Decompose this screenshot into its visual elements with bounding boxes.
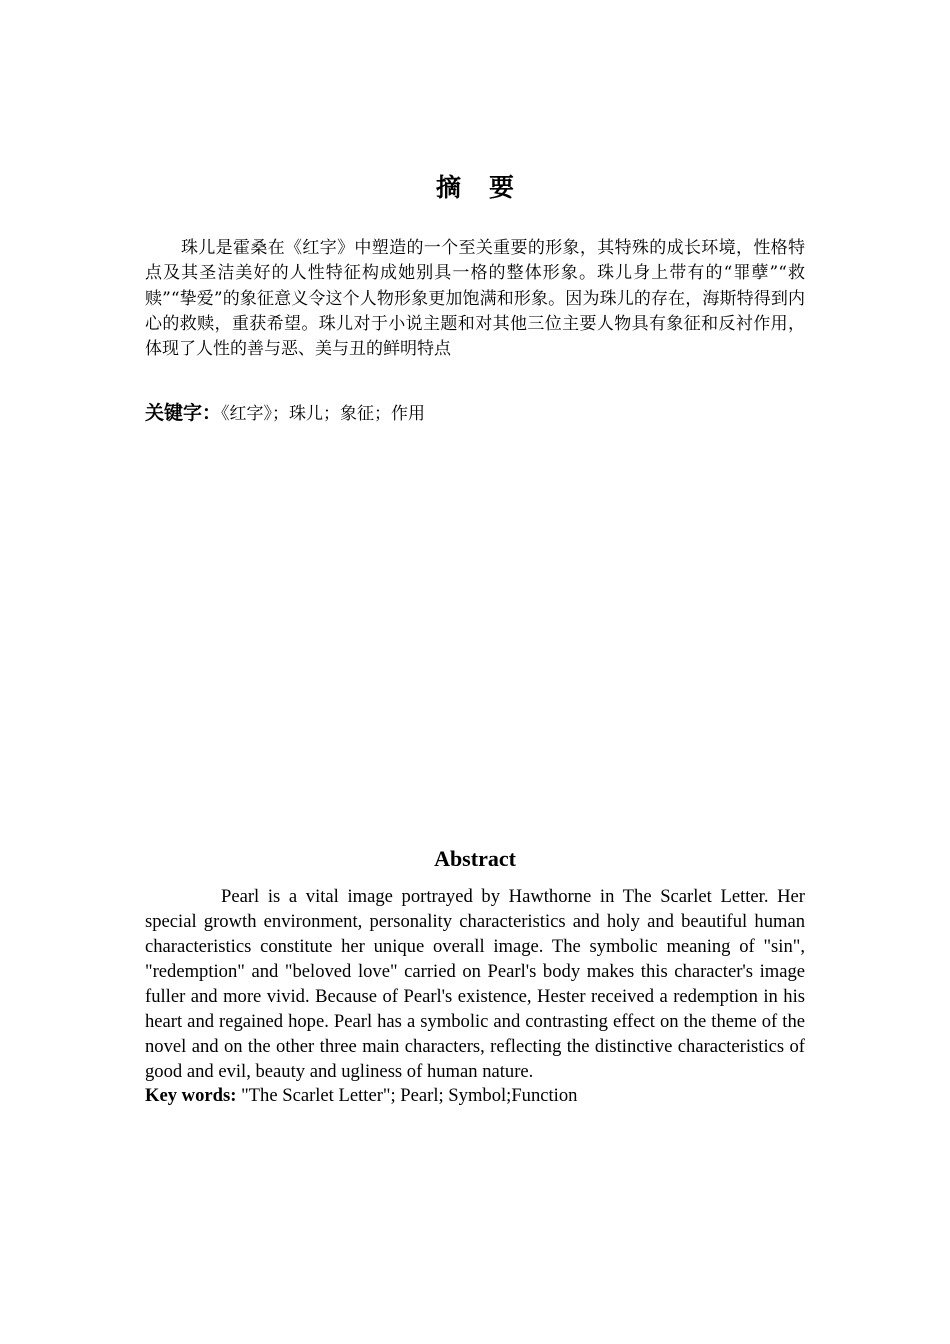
english-keywords [145, 1083, 805, 1108]
chinese-keywords-label: 关键字： [145, 402, 222, 424]
chinese-abstract-body: 珠儿是霍桑在《红字》中塑造的一个至关重要的形象，其特殊的成长环境，性格特点及其圣洁美好的人性特征构成她别具一格的整体形象。珠儿身上带有的“罪孽”“救赎”“挚爱”的象征意义令这个人物形象更加饱满和形象。因为珠儿的存在，海斯特得到内心的救赎，重获希望。珠儿对于小说主题和对其他三位主要人物具有象征和反衬作用，体现了人性的善与恶、美与丑的鲜明特点 [145, 238, 805, 360]
english-abstract-body: Pearl is a vital image portrayed by Hawthorne in The Scarlet Letter. Her special growth environment, personality characteristics and holy and beautiful human characteristics constitute her unique overall image. The symbolic meaning of "sin", "redemption" and "beloved love" carried on Pearl's body makes this character's image fuller and more vivid. Because of Pearl's existence, Hester received a redemption in his heart and regained hope. Pearl has a symbolic and contrasting effect on the theme of the novel and on the other three main characters, reflecting the distinctive characteristics of good and evil, beauty and ugliness of human nature. [145, 886, 805, 1082]
english-keywords-value: "The Scarlet Letter"; Pearl; Symbol;Function [241, 1085, 578, 1106]
english-abstract-title: Abstract [434, 846, 516, 871]
chinese-keywords-value: 《红字》；珠儿；象征；作用 [221, 404, 426, 424]
english-keywords-label: Key words: [145, 1085, 237, 1106]
chinese-keywords [145, 399, 805, 428]
chinese-abstract-title: 摘要 [435, 173, 542, 202]
